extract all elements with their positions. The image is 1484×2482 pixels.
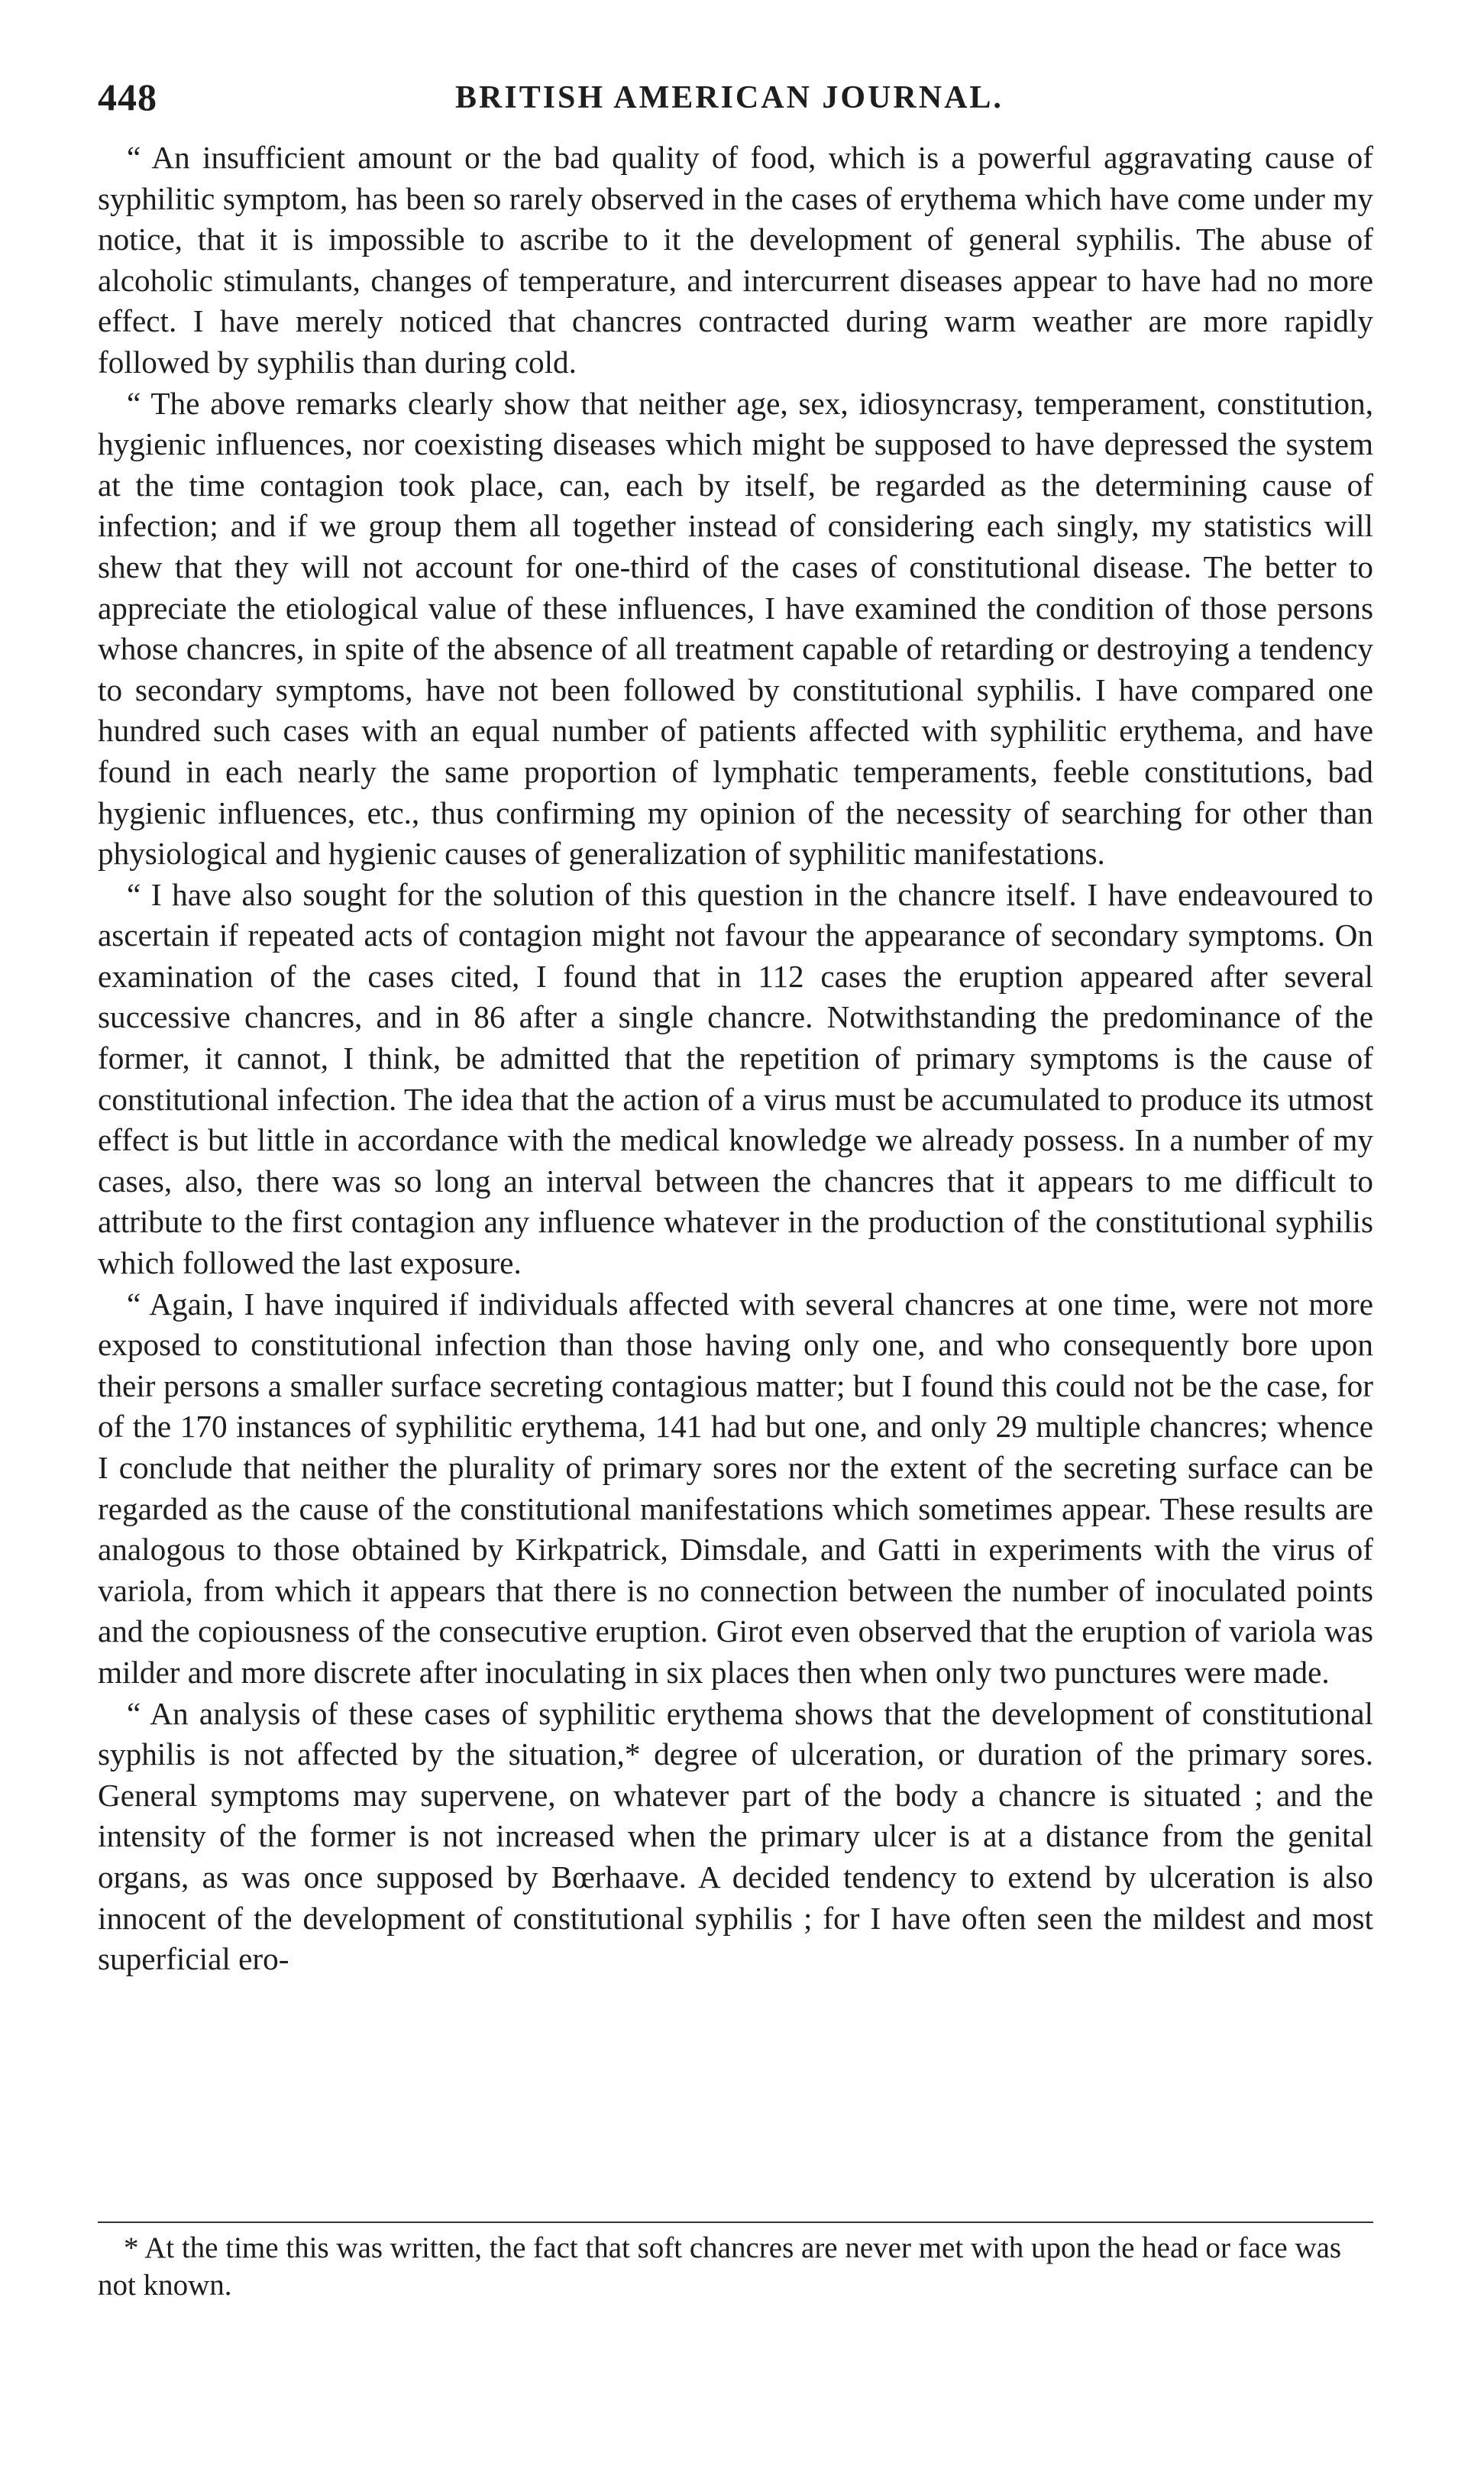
page-number: 448 bbox=[98, 76, 157, 118]
paragraph-food-and-alcohol: “ An insufficient amount or the bad quality of food, which is a powerful aggravating cause of syphilitic symptom, has been so rarely observed in the cases of erythema which have come under my notice, that it is impossible to ascribe to it the development of general syphilis. The abuse of alcoholic stimulants, changes of temperature, and intercurrent diseases appear to have had no more effect. I have merely noticed that chancres contracted during warm weather are more rapidly followed by syphilis than during cold. bbox=[98, 140, 1373, 380]
paragraph-determining-cause: “ The above remarks clearly show that neither age, sex, idiosyncrasy, temperament, constitution, hygienic influences, nor coexisting diseases which might be supposed to have depressed the system at the time contagion took place, can, each by itself, be regarded as the determining cause of infection; and if we group them all together instead of considering each singly, my statistics will shew that they will not account for one-third of the cases of constitutional disease. The better to appreciate the etiological value of these influences, I have examined the condition of those persons whose chancres, in spite of the absence of all treatment capable of retarding or destroying a tendency to secondary symptoms, have not been followed by constitutional syphilis. I have compared one hundred such cases with an equal number of patients affected with syphilitic erythema, and have found in each nearly the same proportion of lymphatic temperaments, feeble constitutions, bad hygienic influences, etc., thus confirming my opinion of the necessity of searching for other than physiological and hygienic causes of generalization of syphilitic manifestations. bbox=[98, 385, 1373, 872]
footnote: * At the time this was written, the fact that soft chancres are never met with upon the head or face was not known. bbox=[98, 2231, 1342, 2302]
journal-title: BRITISH AMERICAN JOURNAL. bbox=[455, 80, 1004, 115]
running-head bbox=[98, 75, 1373, 128]
paragraph-chancre-itself: “ I have also sought for the solution of this question in the chancre itself. I have endeavoured to ascertain if repeated acts of contagion might not favour the appearance of secondary symptoms. On examination of the cases cited, I found that in 112 cases the eruption appeared after several successive chancres, and in 86 after a single chancre. Notwithstanding the predominance of the former, it cannot, I think, be admitted that the repetition of primary symptoms is the cause of constitutional infection. The idea that the action of a virus must be accumulated to produce its utmost effect is but little in accordance with the medical knowledge we already possess. In a number of my cases, also, there was so long an interval between the chancres that it appears to me difficult to attribute to the first contagion any influence whatever in the production of the constitutional syphilis which followed the last exposure. bbox=[98, 876, 1373, 1281]
footnote-divider bbox=[98, 2222, 1373, 2223]
paragraph-multiple-chancres: “ Again, I have inquired if individuals affected with several chancres at one time, were not more exposed to constitutional infection than those having only one, and who consequently bore upon their persons a smaller surface secreting contagious matter; but I found this could not be the case, for of the 170 instances of syphilitic erythema, 141 had but one, and only 29 multiple chancres; whence I conclude that neither the plurality of primary sores nor the extent of the secreting surface can be regarded as the cause of the constitutional manifestations which sometimes appear. These results are analogous to those obtained by Kirkpatrick, Dimsdale, and Gatti in experiments with the virus of variola, from which it appears that there is no connection between the number of inoculated points and the copiousness of the consecutive eruption. Girot even observed that the eruption of variola was milder and more discrete after inoculating in six places then when only two punctures were made. bbox=[98, 1286, 1373, 1690]
article-body bbox=[98, 138, 1373, 1980]
paragraph-analysis-of-cases: “ An analysis of these cases of syphilitic erythema shows that the development of constitutional syphilis is not affected by the situation,* degree of ulceration, or duration of the primary sores. General symptoms may supervene, on whatever part of the body a chancre is situated ; and the intensity of the former is not increased when the primary ulcer is at a distance from the genital organs, as was once supposed by Bœrhaave. A decided tendency to extend by ulceration is also innocent of the development of constitutional syphilis ; for I have often seen the mildest and most superficial ero- bbox=[98, 1695, 1373, 1977]
